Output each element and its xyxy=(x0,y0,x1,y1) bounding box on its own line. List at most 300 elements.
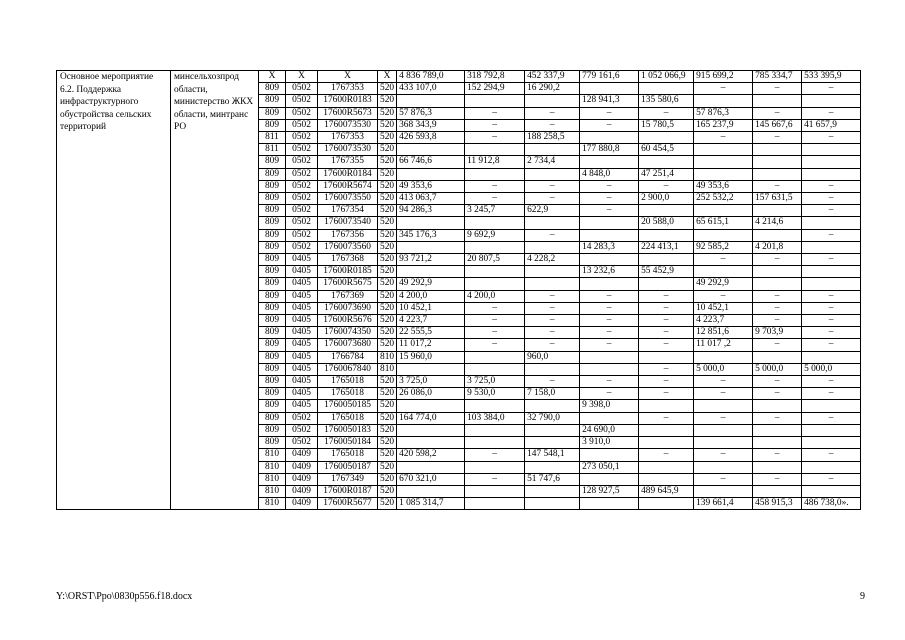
amount-cell: – xyxy=(802,376,861,388)
amount-cell xyxy=(802,424,861,436)
code-cell: 0502 xyxy=(286,156,318,168)
amount-cell xyxy=(802,217,861,229)
amount-cell: 413 063,7 xyxy=(397,193,465,205)
amount-cell: 2 900,0 xyxy=(639,193,694,205)
amount-cell: 93 721,2 xyxy=(397,254,465,266)
amount-cell: – xyxy=(802,132,861,144)
amount-cell: – xyxy=(639,376,694,388)
code-cell: 0502 xyxy=(286,424,318,436)
code-cell: 809 xyxy=(259,339,286,351)
amount-cell: 9 398,0 xyxy=(580,400,639,412)
code-cell: 1767369 xyxy=(318,290,378,302)
amount-cell: 489 645,9 xyxy=(639,485,694,497)
amount-cell: 49 292,9 xyxy=(694,278,753,290)
code-cell: 520 xyxy=(378,302,397,314)
amount-cell: – xyxy=(753,83,802,95)
code-cell: 520 xyxy=(378,119,397,131)
amount-cell xyxy=(580,229,639,241)
amount-cell: 177 880,8 xyxy=(580,144,639,156)
amount-cell xyxy=(694,351,753,363)
amount-cell: 49 353,6 xyxy=(397,180,465,192)
amount-cell: – xyxy=(753,315,802,327)
amount-cell: 4 223,7 xyxy=(397,315,465,327)
amount-cell: – xyxy=(639,107,694,119)
amount-cell: – xyxy=(580,180,639,192)
amount-cell: – xyxy=(639,302,694,314)
amount-cell: 51 747,6 xyxy=(525,473,580,485)
amount-cell: 273 050,1 xyxy=(580,461,639,473)
amount-cell: – xyxy=(580,193,639,205)
amount-cell: 9 530,0 xyxy=(465,388,525,400)
footer-file-path: Y:\ORST\Ppo\0830p556.f18.docx xyxy=(56,591,193,602)
code-cell: 520 xyxy=(378,473,397,485)
amount-cell: – xyxy=(525,290,580,302)
code-cell: X xyxy=(259,71,286,83)
amount-cell: – xyxy=(525,376,580,388)
amount-cell xyxy=(525,144,580,156)
amount-cell: 3 725,0 xyxy=(465,376,525,388)
amount-cell xyxy=(802,95,861,107)
amount-cell xyxy=(753,461,802,473)
amount-cell: 24 690,0 xyxy=(580,424,639,436)
amount-cell xyxy=(753,278,802,290)
amount-cell: 10 452,1 xyxy=(397,302,465,314)
code-cell: 520 xyxy=(378,449,397,461)
code-cell: 520 xyxy=(378,241,397,253)
amount-cell xyxy=(525,498,580,510)
amount-cell: 345 176,3 xyxy=(397,229,465,241)
code-cell: 809 xyxy=(259,400,286,412)
code-cell: 0502 xyxy=(286,107,318,119)
code-cell: 0409 xyxy=(286,473,318,485)
code-cell: 520 xyxy=(378,193,397,205)
code-cell: 1760073560 xyxy=(318,241,378,253)
amount-cell: – xyxy=(580,107,639,119)
amount-cell: 5 000,0 xyxy=(694,363,753,375)
amount-cell: – xyxy=(525,119,580,131)
amount-cell xyxy=(465,217,525,229)
code-cell: 520 xyxy=(378,327,397,339)
amount-cell: 5 000,0 xyxy=(802,363,861,375)
amount-cell xyxy=(639,254,694,266)
amount-cell xyxy=(397,400,465,412)
amount-cell xyxy=(465,168,525,180)
code-cell: 0502 xyxy=(286,180,318,192)
amount-cell: 128 927,5 xyxy=(580,485,639,497)
code-cell: 809 xyxy=(259,193,286,205)
amount-cell: 960,0 xyxy=(525,351,580,363)
amount-cell xyxy=(694,400,753,412)
amount-cell xyxy=(753,266,802,278)
responsible-executors: минсельхозпрод области, министерство ЖКХ области, минтранс РО xyxy=(171,71,259,510)
amount-cell xyxy=(525,95,580,107)
amount-cell xyxy=(802,241,861,253)
amount-cell: – xyxy=(753,339,802,351)
code-cell: 520 xyxy=(378,168,397,180)
amount-cell xyxy=(639,351,694,363)
amount-cell xyxy=(639,156,694,168)
code-cell: 0405 xyxy=(286,266,318,278)
amount-cell xyxy=(753,485,802,497)
code-cell: 809 xyxy=(259,278,286,290)
amount-cell xyxy=(639,132,694,144)
amount-cell: 670 321,0 xyxy=(397,473,465,485)
code-cell: 17600R5677 xyxy=(318,498,378,510)
amount-cell xyxy=(465,461,525,473)
amount-cell: 452 337,9 xyxy=(525,71,580,83)
amount-cell: 60 454,5 xyxy=(639,144,694,156)
amount-cell: – xyxy=(753,302,802,314)
amount-cell: – xyxy=(802,254,861,266)
amount-cell: – xyxy=(465,449,525,461)
amount-cell: – xyxy=(694,473,753,485)
code-cell: 17600R5676 xyxy=(318,315,378,327)
code-cell: 809 xyxy=(259,119,286,131)
amount-cell: – xyxy=(580,315,639,327)
amount-cell: – xyxy=(525,193,580,205)
amount-cell: 157 631,5 xyxy=(753,193,802,205)
amount-cell: 94 286,3 xyxy=(397,205,465,217)
amount-cell: – xyxy=(525,180,580,192)
amount-cell xyxy=(639,229,694,241)
amount-cell xyxy=(802,168,861,180)
amount-cell xyxy=(753,437,802,449)
amount-cell xyxy=(397,168,465,180)
amount-cell: 3 725,0 xyxy=(397,376,465,388)
amount-cell: – xyxy=(465,107,525,119)
amount-cell: – xyxy=(694,290,753,302)
amount-cell: 4 200,0 xyxy=(465,290,525,302)
amount-cell: – xyxy=(580,119,639,131)
amount-cell xyxy=(465,485,525,497)
amount-cell: – xyxy=(753,376,802,388)
amount-cell: 164 774,0 xyxy=(397,412,465,424)
amount-cell: – xyxy=(465,473,525,485)
code-cell: X xyxy=(378,71,397,83)
code-cell: 1760050187 xyxy=(318,461,378,473)
amount-cell xyxy=(397,485,465,497)
code-cell: 520 xyxy=(378,107,397,119)
code-cell: 17600R5674 xyxy=(318,180,378,192)
amount-cell xyxy=(753,400,802,412)
amount-cell: – xyxy=(802,412,861,424)
amount-cell: – xyxy=(580,388,639,400)
amount-cell xyxy=(694,266,753,278)
amount-cell: 1 085 314,7 xyxy=(397,498,465,510)
amount-cell xyxy=(694,156,753,168)
amount-cell: – xyxy=(802,302,861,314)
code-cell: 0502 xyxy=(286,437,318,449)
amount-cell xyxy=(465,241,525,253)
amount-cell: 26 086,0 xyxy=(397,388,465,400)
amount-cell: – xyxy=(639,339,694,351)
amount-cell: 41 657,9 xyxy=(802,119,861,131)
code-cell: 809 xyxy=(259,83,286,95)
code-cell: 809 xyxy=(259,217,286,229)
amount-cell: 7 158,0 xyxy=(525,388,580,400)
code-cell: 1760073540 xyxy=(318,217,378,229)
amount-cell: – xyxy=(753,290,802,302)
amount-cell xyxy=(525,437,580,449)
code-cell: 1767356 xyxy=(318,229,378,241)
amount-cell xyxy=(753,156,802,168)
code-cell: 0502 xyxy=(286,241,318,253)
amount-cell: 4 848,0 xyxy=(580,168,639,180)
amount-cell xyxy=(639,498,694,510)
amount-cell: – xyxy=(694,83,753,95)
amount-cell: – xyxy=(753,473,802,485)
code-cell: 1760050183 xyxy=(318,424,378,436)
code-cell: 0502 xyxy=(286,119,318,131)
code-cell: 0405 xyxy=(286,388,318,400)
amount-cell: – xyxy=(525,327,580,339)
amount-cell: – xyxy=(802,327,861,339)
code-cell: 810 xyxy=(259,449,286,461)
amount-cell xyxy=(580,254,639,266)
amount-cell: 65 615,1 xyxy=(694,217,753,229)
amount-cell: – xyxy=(802,388,861,400)
amount-cell xyxy=(397,144,465,156)
amount-cell xyxy=(753,229,802,241)
amount-cell xyxy=(694,168,753,180)
amount-cell xyxy=(639,424,694,436)
code-cell: 810 xyxy=(259,485,286,497)
code-cell: 520 xyxy=(378,461,397,473)
code-cell: 520 xyxy=(378,180,397,192)
amount-cell xyxy=(802,144,861,156)
amount-cell: 15 780,5 xyxy=(639,119,694,131)
amount-cell xyxy=(802,400,861,412)
amount-cell xyxy=(580,156,639,168)
amount-cell: – xyxy=(465,302,525,314)
amount-cell: – xyxy=(465,180,525,192)
amount-cell: – xyxy=(525,107,580,119)
code-cell: 0502 xyxy=(286,412,318,424)
amount-cell: – xyxy=(694,412,753,424)
code-cell: 520 xyxy=(378,290,397,302)
code-cell: 520 xyxy=(378,95,397,107)
amount-cell xyxy=(525,461,580,473)
amount-cell xyxy=(465,424,525,436)
amount-cell: 15 960,0 xyxy=(397,351,465,363)
code-cell: 810 xyxy=(259,473,286,485)
code-cell: 17600R0183 xyxy=(318,95,378,107)
code-cell: 810 xyxy=(378,351,397,363)
code-cell: 809 xyxy=(259,168,286,180)
code-cell: 1760073680 xyxy=(318,339,378,351)
amount-cell xyxy=(465,351,525,363)
amount-cell xyxy=(694,95,753,107)
amount-cell: – xyxy=(802,83,861,95)
amount-cell: – xyxy=(802,473,861,485)
page-number: 9 xyxy=(860,591,865,602)
amount-cell xyxy=(397,95,465,107)
amount-cell xyxy=(397,266,465,278)
code-cell: 520 xyxy=(378,254,397,266)
amount-cell: 224 413,1 xyxy=(639,241,694,253)
amount-cell xyxy=(397,241,465,253)
amount-cell: – xyxy=(694,376,753,388)
amount-cell xyxy=(802,485,861,497)
amount-cell xyxy=(802,278,861,290)
amount-cell: 11 017 ,2 xyxy=(694,339,753,351)
amount-cell: 486 738,0». xyxy=(802,498,861,510)
amount-cell: 10 452,1 xyxy=(694,302,753,314)
amount-cell: 420 598,2 xyxy=(397,449,465,461)
code-cell: 1767368 xyxy=(318,254,378,266)
code-cell: 0409 xyxy=(286,449,318,461)
amount-cell xyxy=(525,400,580,412)
amount-cell: 426 593,8 xyxy=(397,132,465,144)
code-cell: 520 xyxy=(378,229,397,241)
code-cell: 809 xyxy=(259,229,286,241)
code-cell: 520 xyxy=(378,339,397,351)
amount-cell xyxy=(694,485,753,497)
code-cell: 810 xyxy=(259,498,286,510)
code-cell: 0409 xyxy=(286,461,318,473)
amount-cell xyxy=(580,278,639,290)
code-cell: 520 xyxy=(378,498,397,510)
amount-cell xyxy=(802,437,861,449)
amount-cell: 3 245,7 xyxy=(465,205,525,217)
amount-cell: – xyxy=(802,229,861,241)
code-cell: 0502 xyxy=(286,217,318,229)
amount-cell xyxy=(525,363,580,375)
amount-cell xyxy=(639,278,694,290)
amount-cell: 9 703,9 xyxy=(753,327,802,339)
amount-cell: 12 851,6 xyxy=(694,327,753,339)
amount-cell xyxy=(753,144,802,156)
code-cell: 0405 xyxy=(286,327,318,339)
code-cell: 0409 xyxy=(286,485,318,497)
amount-cell: 4 214,6 xyxy=(753,217,802,229)
amount-cell: – xyxy=(802,107,861,119)
amount-cell: – xyxy=(525,302,580,314)
code-cell: 809 xyxy=(259,424,286,436)
code-cell: 0502 xyxy=(286,132,318,144)
amount-cell xyxy=(694,229,753,241)
code-cell: 809 xyxy=(259,254,286,266)
amount-cell: – xyxy=(580,290,639,302)
amount-cell: – xyxy=(465,132,525,144)
amount-cell: 139 661,4 xyxy=(694,498,753,510)
amount-cell xyxy=(753,424,802,436)
code-cell: 0405 xyxy=(286,363,318,375)
amount-cell: – xyxy=(639,315,694,327)
amount-cell xyxy=(753,205,802,217)
code-cell: 809 xyxy=(259,315,286,327)
code-cell: 520 xyxy=(378,266,397,278)
code-cell: X xyxy=(286,71,318,83)
amount-cell: 66 746,6 xyxy=(397,156,465,168)
amount-cell xyxy=(694,205,753,217)
amount-cell: – xyxy=(753,107,802,119)
code-cell: 1760050185 xyxy=(318,400,378,412)
amount-cell: 533 395,9 xyxy=(802,71,861,83)
code-cell: 520 xyxy=(378,485,397,497)
amount-cell: 145 667,6 xyxy=(753,119,802,131)
amount-cell: 152 294,9 xyxy=(465,83,525,95)
amount-cell: – xyxy=(802,339,861,351)
code-cell: 809 xyxy=(259,290,286,302)
amount-cell xyxy=(580,83,639,95)
amount-cell xyxy=(465,363,525,375)
code-cell: 810 xyxy=(259,461,286,473)
code-cell: 520 xyxy=(378,400,397,412)
amount-cell: 779 161,6 xyxy=(580,71,639,83)
code-cell: 0502 xyxy=(286,193,318,205)
amount-cell: – xyxy=(694,388,753,400)
amount-cell: 4 228,2 xyxy=(525,254,580,266)
amount-cell: – xyxy=(802,449,861,461)
code-cell: 1760073530 xyxy=(318,144,378,156)
code-cell: 520 xyxy=(378,388,397,400)
code-cell: 809 xyxy=(259,205,286,217)
amount-cell xyxy=(465,400,525,412)
amount-cell xyxy=(397,437,465,449)
amount-cell: – xyxy=(639,363,694,375)
amount-cell: 57 876,3 xyxy=(397,107,465,119)
amount-cell: – xyxy=(465,327,525,339)
amount-cell: 188 258,5 xyxy=(525,132,580,144)
amount-cell: 318 792,8 xyxy=(465,71,525,83)
amount-cell xyxy=(397,424,465,436)
amount-cell: – xyxy=(802,180,861,192)
amount-cell: 2 734,4 xyxy=(525,156,580,168)
code-cell: 809 xyxy=(259,241,286,253)
amount-cell: – xyxy=(639,327,694,339)
amount-cell: 458 915,3 xyxy=(753,498,802,510)
event-description: Основное мероприятие 6.2. Поддержка инфраструктурного обустройства сельских территорий xyxy=(57,71,171,510)
amount-cell: – xyxy=(639,388,694,400)
code-cell: 0502 xyxy=(286,83,318,95)
code-cell: 1767354 xyxy=(318,205,378,217)
table-row xyxy=(57,71,861,83)
amount-cell: – xyxy=(525,339,580,351)
code-cell: 0502 xyxy=(286,229,318,241)
amount-cell xyxy=(639,205,694,217)
code-cell: 520 xyxy=(378,412,397,424)
code-cell: 1760073690 xyxy=(318,302,378,314)
budget-table xyxy=(56,70,861,510)
amount-cell xyxy=(694,424,753,436)
code-cell: X xyxy=(318,71,378,83)
code-cell: 520 xyxy=(378,424,397,436)
code-cell: 1760073530 xyxy=(318,119,378,131)
amount-cell xyxy=(753,168,802,180)
amount-cell: 13 232,6 xyxy=(580,266,639,278)
amount-cell: – xyxy=(753,412,802,424)
amount-cell: 128 941,3 xyxy=(580,95,639,107)
code-cell: 0502 xyxy=(286,205,318,217)
code-cell: 1760050184 xyxy=(318,437,378,449)
amount-cell: 147 548,1 xyxy=(525,449,580,461)
amount-cell xyxy=(802,351,861,363)
amount-cell: 785 334,7 xyxy=(753,71,802,83)
code-cell: 0405 xyxy=(286,290,318,302)
amount-cell: 16 290,2 xyxy=(525,83,580,95)
code-cell: 520 xyxy=(378,437,397,449)
amount-cell xyxy=(397,461,465,473)
amount-cell xyxy=(694,144,753,156)
amount-cell: – xyxy=(753,254,802,266)
amount-cell xyxy=(753,351,802,363)
code-cell: 1766784 xyxy=(318,351,378,363)
amount-cell: 4 200,0 xyxy=(397,290,465,302)
amount-cell: 11 912,8 xyxy=(465,156,525,168)
amount-cell xyxy=(525,485,580,497)
amount-cell: – xyxy=(753,449,802,461)
